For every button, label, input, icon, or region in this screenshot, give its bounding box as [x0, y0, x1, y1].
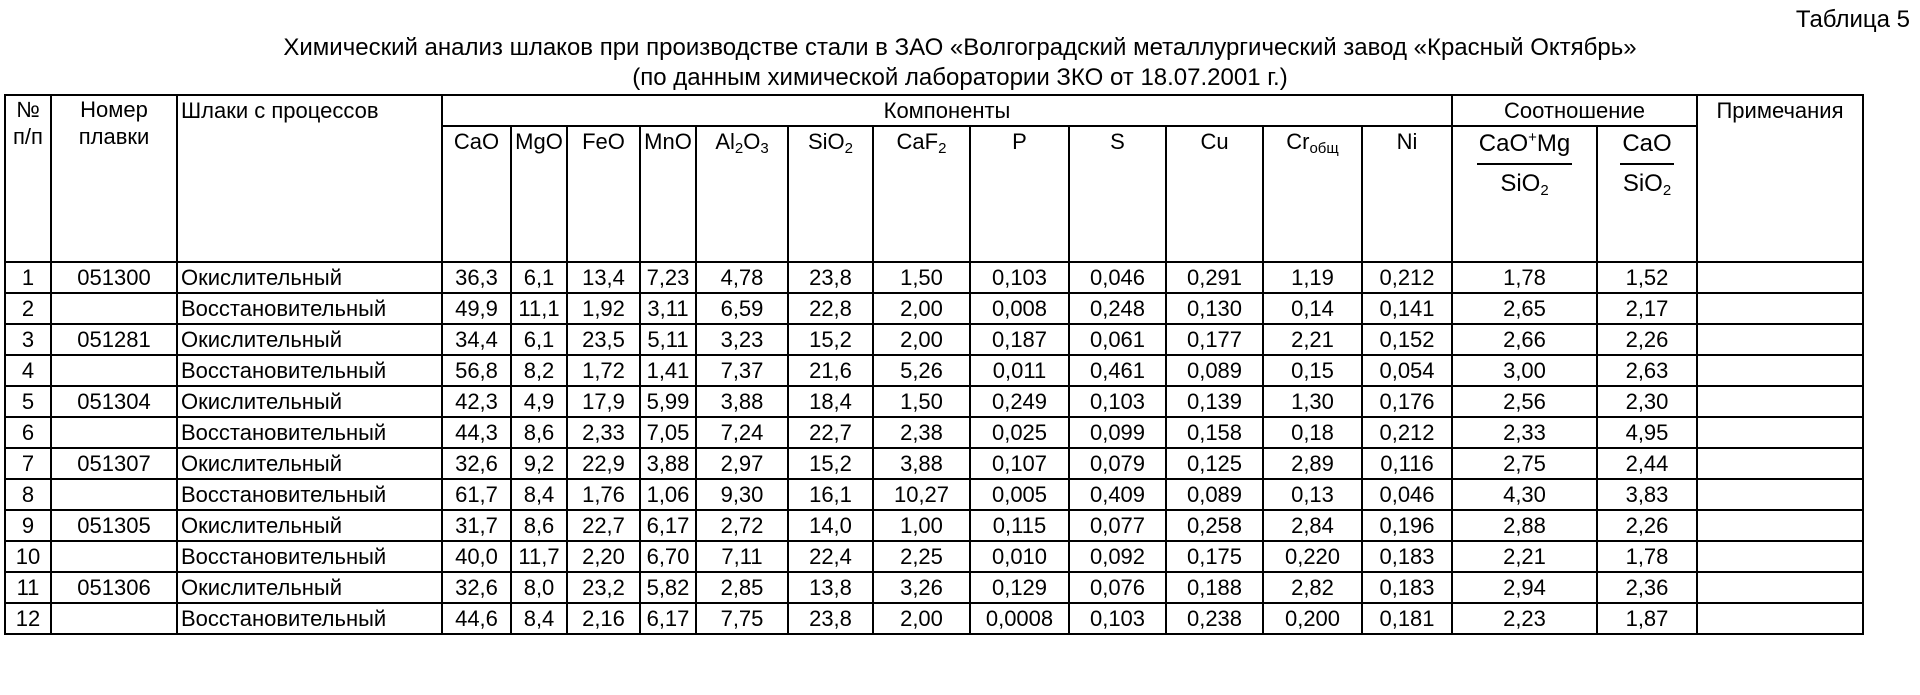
table-title [0, 33, 1920, 93]
cell-ni: 0,116 [1362, 448, 1452, 479]
comp-mgo: MgO [511, 126, 567, 262]
cell-ni: 0,141 [1362, 293, 1452, 324]
cell-mgo: 11,1 [511, 293, 567, 324]
cell-notes [1697, 355, 1863, 386]
comp-feo: FeO [567, 126, 640, 262]
cell-feo: 1,92 [567, 293, 640, 324]
cell-al2o3: 2,97 [696, 448, 788, 479]
comp-cu: Cu [1166, 126, 1263, 262]
cell-cu: 0,139 [1166, 386, 1263, 417]
cell-cr-total: 0,200 [1263, 603, 1362, 634]
table-row [5, 572, 1863, 603]
cell-caf2: 1,00 [873, 510, 970, 541]
cell-ratio-cao-sio2: 2,44 [1597, 448, 1697, 479]
table-row [5, 324, 1863, 355]
cell-ni: 0,196 [1362, 510, 1452, 541]
cell-slag-process: Восстановительный [177, 293, 442, 324]
cell-slag-process: Восстановительный [177, 355, 442, 386]
cell-cr-total: 0,15 [1263, 355, 1362, 386]
cell-ni: 0,054 [1362, 355, 1452, 386]
cell-notes [1697, 510, 1863, 541]
cell-caf2: 3,26 [873, 572, 970, 603]
cell-cu: 0,258 [1166, 510, 1263, 541]
cell-mno: 5,11 [640, 324, 696, 355]
table-row [5, 448, 1863, 479]
cell-al2o3: 2,72 [696, 510, 788, 541]
cell-al2o3: 7,37 [696, 355, 788, 386]
table-row [5, 510, 1863, 541]
cell-caf2: 1,50 [873, 386, 970, 417]
cell-row-num: 3 [5, 324, 51, 355]
cell-mno: 3,88 [640, 448, 696, 479]
cell-p: 0,249 [970, 386, 1069, 417]
cell-cao: 34,4 [442, 324, 511, 355]
cell-ni: 0,212 [1362, 417, 1452, 448]
cell-heat-number [51, 417, 177, 448]
cell-notes [1697, 293, 1863, 324]
cell-mgo: 11,7 [511, 541, 567, 572]
cell-ratio-cao-sio2: 4,95 [1597, 417, 1697, 448]
comp-al2o3: $Al_2O_3$ [696, 126, 788, 262]
cell-cu: 0,089 [1166, 479, 1263, 510]
comp-mno: MnO [640, 126, 696, 262]
cell-s: 0,046 [1069, 262, 1166, 293]
cell-notes [1697, 541, 1863, 572]
cell-sio2: 13,8 [788, 572, 873, 603]
cell-al2o3: 3,88 [696, 386, 788, 417]
cell-caf2: 10,27 [873, 479, 970, 510]
cell-caf2: 5,26 [873, 355, 970, 386]
table-row [5, 262, 1863, 293]
cell-slag-process: Окислительный [177, 572, 442, 603]
cell-cao: 44,6 [442, 603, 511, 634]
cell-mno: 6,70 [640, 541, 696, 572]
cell-cu: 0,238 [1166, 603, 1263, 634]
slag-analysis-table [4, 94, 1864, 635]
cell-slag-process: Восстановительный [177, 541, 442, 572]
table-row [5, 479, 1863, 510]
cell-notes [1697, 386, 1863, 417]
cell-heat-number: 051304 [51, 386, 177, 417]
cell-slag-process: Окислительный [177, 386, 442, 417]
cell-mgo: 8,4 [511, 603, 567, 634]
cell-s: 0,409 [1069, 479, 1166, 510]
cell-sio2: 22,4 [788, 541, 873, 572]
cell-mno: 7,05 [640, 417, 696, 448]
cell-p: 0,010 [970, 541, 1069, 572]
cell-ratio-cao-mg-sio2: 2,65 [1452, 293, 1597, 324]
cell-cr-total: 0,14 [1263, 293, 1362, 324]
cell-ni: 0,176 [1362, 386, 1452, 417]
cell-ratio-cao-sio2: 1,87 [1597, 603, 1697, 634]
cell-sio2: 23,8 [788, 262, 873, 293]
cell-cu: 0,125 [1166, 448, 1263, 479]
cell-al2o3: 7,75 [696, 603, 788, 634]
cell-ni: 0,183 [1362, 572, 1452, 603]
header-components: Компоненты [442, 95, 1452, 126]
comp-cr: $Cr_{общ}$ [1263, 126, 1362, 262]
cell-p: 0,0008 [970, 603, 1069, 634]
cell-cu: 0,175 [1166, 541, 1263, 572]
cell-notes [1697, 417, 1863, 448]
cell-cao: 40,0 [442, 541, 511, 572]
cell-ratio-cao-sio2: 2,26 [1597, 510, 1697, 541]
cell-s: 0,076 [1069, 572, 1166, 603]
cell-caf2: 2,00 [873, 293, 970, 324]
cell-p: 0,115 [970, 510, 1069, 541]
cell-cao: 56,8 [442, 355, 511, 386]
data-rows [5, 262, 1863, 634]
cell-slag-process: Восстановительный [177, 603, 442, 634]
cell-feo: 22,7 [567, 510, 640, 541]
table-body [5, 95, 1863, 262]
cell-heat-number: 051300 [51, 262, 177, 293]
cell-p: 0,005 [970, 479, 1069, 510]
cell-row-num: 11 [5, 572, 51, 603]
table-row [5, 603, 1863, 634]
table-row [5, 417, 1863, 448]
cell-heat-number: 051281 [51, 324, 177, 355]
cell-p: 0,011 [970, 355, 1069, 386]
cell-mgo: 4,9 [511, 386, 567, 417]
cell-cao: 32,6 [442, 448, 511, 479]
cell-mgo: 8,2 [511, 355, 567, 386]
cell-row-num: 9 [5, 510, 51, 541]
cell-row-num: 1 [5, 262, 51, 293]
cell-caf2: 2,38 [873, 417, 970, 448]
cell-cr-total: 1,19 [1263, 262, 1362, 293]
cell-ratio-cao-mg-sio2: 2,56 [1452, 386, 1597, 417]
table-row [5, 293, 1863, 324]
cell-slag-process: Окислительный [177, 448, 442, 479]
cell-s: 0,103 [1069, 386, 1166, 417]
cell-sio2: 21,6 [788, 355, 873, 386]
cell-sio2: 18,4 [788, 386, 873, 417]
cell-cu: 0,188 [1166, 572, 1263, 603]
header-notes: Примечания [1697, 95, 1863, 262]
cell-cao: 61,7 [442, 479, 511, 510]
ratio-fraction-2: $\frac{\text{CaO}}{SiO_2}$ [1622, 130, 1672, 199]
cell-p: 0,107 [970, 448, 1069, 479]
cell-s: 0,103 [1069, 603, 1166, 634]
cell-feo: 23,2 [567, 572, 640, 603]
cell-mno: 1,06 [640, 479, 696, 510]
header-row-main [5, 95, 1863, 126]
cell-ratio-cao-mg-sio2: 2,33 [1452, 417, 1597, 448]
cell-sio2: 14,0 [788, 510, 873, 541]
header-process: Шлаки с процессов [177, 95, 442, 262]
cell-feo: 1,76 [567, 479, 640, 510]
cell-feo: 2,33 [567, 417, 640, 448]
cell-s: 0,061 [1069, 324, 1166, 355]
cell-feo: 2,20 [567, 541, 640, 572]
cell-cao: 49,9 [442, 293, 511, 324]
cell-row-num: 5 [5, 386, 51, 417]
cell-cr-total: 2,84 [1263, 510, 1362, 541]
cell-row-num: 12 [5, 603, 51, 634]
table-label: Таблица 5 [1795, 6, 1910, 33]
cell-ni: 0,212 [1362, 262, 1452, 293]
cell-al2o3: 4,78 [696, 262, 788, 293]
cell-caf2: 2,25 [873, 541, 970, 572]
cell-slag-process: Окислительный [177, 262, 442, 293]
cell-ratio-cao-sio2: 2,63 [1597, 355, 1697, 386]
cell-ni: 0,183 [1362, 541, 1452, 572]
cell-s: 0,248 [1069, 293, 1166, 324]
ratio-basicity-mg [1452, 126, 1597, 262]
cell-sio2: 22,8 [788, 293, 873, 324]
cell-notes [1697, 262, 1863, 293]
cell-heat-number [51, 603, 177, 634]
cell-p: 0,129 [970, 572, 1069, 603]
cell-cu: 0,089 [1166, 355, 1263, 386]
cell-mgo: 8,4 [511, 479, 567, 510]
cell-sio2: 23,8 [788, 603, 873, 634]
cell-al2o3: 2,85 [696, 572, 788, 603]
cell-s: 0,461 [1069, 355, 1166, 386]
cell-notes [1697, 572, 1863, 603]
cell-caf2: 1,50 [873, 262, 970, 293]
cell-feo: 1,72 [567, 355, 640, 386]
cell-ratio-cao-sio2: 2,30 [1597, 386, 1697, 417]
cell-heat-number [51, 355, 177, 386]
header-heat: Номер плавки [51, 95, 177, 262]
cell-al2o3: 7,24 [696, 417, 788, 448]
cell-notes [1697, 479, 1863, 510]
cell-ratio-cao-mg-sio2: 2,88 [1452, 510, 1597, 541]
cell-s: 0,077 [1069, 510, 1166, 541]
cell-ratio-cao-sio2: 2,26 [1597, 324, 1697, 355]
ratio-fraction-1: $\frac{CaO^+Mg}{SiO_2}$ [1478, 129, 1571, 199]
cell-ratio-cao-mg-sio2: 2,66 [1452, 324, 1597, 355]
header-num: № п/п [5, 95, 51, 262]
cell-ratio-cao-sio2: 2,36 [1597, 572, 1697, 603]
cell-heat-number: 051306 [51, 572, 177, 603]
cell-s: 0,092 [1069, 541, 1166, 572]
cell-cr-total: 2,89 [1263, 448, 1362, 479]
cell-ratio-cao-mg-sio2: 1,78 [1452, 262, 1597, 293]
cell-slag-process: Окислительный [177, 510, 442, 541]
comp-caf2: CaF$_2$ [873, 126, 970, 262]
cell-slag-process: Восстановительный [177, 479, 442, 510]
cell-slag-process: Окислительный [177, 324, 442, 355]
cell-row-num: 7 [5, 448, 51, 479]
cell-mno: 5,82 [640, 572, 696, 603]
cell-ratio-cao-sio2: 2,17 [1597, 293, 1697, 324]
cell-mno: 3,11 [640, 293, 696, 324]
cell-cu: 0,291 [1166, 262, 1263, 293]
cell-feo: 13,4 [567, 262, 640, 293]
cell-feo: 2,16 [567, 603, 640, 634]
cell-sio2: 16,1 [788, 479, 873, 510]
cell-ratio-cao-mg-sio2: 3,00 [1452, 355, 1597, 386]
cell-notes [1697, 603, 1863, 634]
cell-mno: 6,17 [640, 510, 696, 541]
cell-p: 0,025 [970, 417, 1069, 448]
title-line-2: (по данным химической лаборатории ЗКО от 18.07.2001 г.) [632, 64, 1288, 91]
comp-ni: Ni [1362, 126, 1452, 262]
cell-s: 0,099 [1069, 417, 1166, 448]
cell-row-num: 4 [5, 355, 51, 386]
table-row [5, 355, 1863, 386]
cell-mno: 5,99 [640, 386, 696, 417]
cell-cr-total: 2,82 [1263, 572, 1362, 603]
cell-cr-total: 0,220 [1263, 541, 1362, 572]
comp-p: P [970, 126, 1069, 262]
cell-mgo: 6,1 [511, 262, 567, 293]
table-row [5, 541, 1863, 572]
cell-mgo: 6,1 [511, 324, 567, 355]
cell-cao: 36,3 [442, 262, 511, 293]
cell-cr-total: 1,30 [1263, 386, 1362, 417]
cell-row-num: 10 [5, 541, 51, 572]
comp-cao: CaO [442, 126, 511, 262]
cell-cao: 42,3 [442, 386, 511, 417]
cell-al2o3: 7,11 [696, 541, 788, 572]
cell-mgo: 8,6 [511, 510, 567, 541]
cell-heat-number [51, 541, 177, 572]
title-line-1: Химический анализ шлаков при производстве стали в ЗАО «Волгоградский металлургический завод «Красный Октябрь» [283, 34, 1637, 61]
cell-mno: 1,41 [640, 355, 696, 386]
cell-p: 0,187 [970, 324, 1069, 355]
cell-heat-number [51, 293, 177, 324]
cell-ni: 0,152 [1362, 324, 1452, 355]
cell-ratio-cao-mg-sio2: 4,30 [1452, 479, 1597, 510]
cell-ratio-cao-sio2: 1,52 [1597, 262, 1697, 293]
cell-caf2: 2,00 [873, 324, 970, 355]
cell-row-num: 8 [5, 479, 51, 510]
cell-ratio-cao-mg-sio2: 2,21 [1452, 541, 1597, 572]
comp-sio2: SiO$_2$ [788, 126, 873, 262]
cell-cr-total: 0,13 [1263, 479, 1362, 510]
cell-mgo: 8,0 [511, 572, 567, 603]
cell-sio2: 15,2 [788, 324, 873, 355]
cell-ratio-cao-mg-sio2: 2,94 [1452, 572, 1597, 603]
cell-caf2: 3,88 [873, 448, 970, 479]
cell-ratio-cao-sio2: 3,83 [1597, 479, 1697, 510]
cell-mgo: 8,6 [511, 417, 567, 448]
cell-p: 0,008 [970, 293, 1069, 324]
cell-p: 0,103 [970, 262, 1069, 293]
ratio-basicity [1597, 126, 1697, 262]
cell-cr-total: 2,21 [1263, 324, 1362, 355]
cell-row-num: 6 [5, 417, 51, 448]
cell-s: 0,079 [1069, 448, 1166, 479]
cell-cao: 31,7 [442, 510, 511, 541]
cell-ratio-cao-mg-sio2: 2,23 [1452, 603, 1597, 634]
cell-feo: 17,9 [567, 386, 640, 417]
cell-notes [1697, 324, 1863, 355]
cell-slag-process: Восстановительный [177, 417, 442, 448]
cell-mgo: 9,2 [511, 448, 567, 479]
cell-heat-number: 051305 [51, 510, 177, 541]
cell-mno: 7,23 [640, 262, 696, 293]
cell-cr-total: 0,18 [1263, 417, 1362, 448]
cell-sio2: 15,2 [788, 448, 873, 479]
cell-al2o3: 9,30 [696, 479, 788, 510]
cell-al2o3: 3,23 [696, 324, 788, 355]
cell-ni: 0,046 [1362, 479, 1452, 510]
cell-cao: 44,3 [442, 417, 511, 448]
cell-ratio-cao-mg-sio2: 2,75 [1452, 448, 1597, 479]
cell-ratio-cao-sio2: 1,78 [1597, 541, 1697, 572]
cell-ni: 0,181 [1362, 603, 1452, 634]
cell-caf2: 2,00 [873, 603, 970, 634]
comp-s: S [1069, 126, 1166, 262]
cell-row-num: 2 [5, 293, 51, 324]
cell-feo: 23,5 [567, 324, 640, 355]
cell-notes [1697, 448, 1863, 479]
cell-cu: 0,177 [1166, 324, 1263, 355]
cell-sio2: 22,7 [788, 417, 873, 448]
cell-cu: 0,158 [1166, 417, 1263, 448]
cell-cao: 32,6 [442, 572, 511, 603]
cell-cu: 0,130 [1166, 293, 1263, 324]
cell-heat-number [51, 479, 177, 510]
cell-heat-number: 051307 [51, 448, 177, 479]
header-ratio: Соотношение [1452, 95, 1697, 126]
cell-al2o3: 6,59 [696, 293, 788, 324]
cell-mno: 6,17 [640, 603, 696, 634]
table-row [5, 386, 1863, 417]
cell-feo: 22,9 [567, 448, 640, 479]
